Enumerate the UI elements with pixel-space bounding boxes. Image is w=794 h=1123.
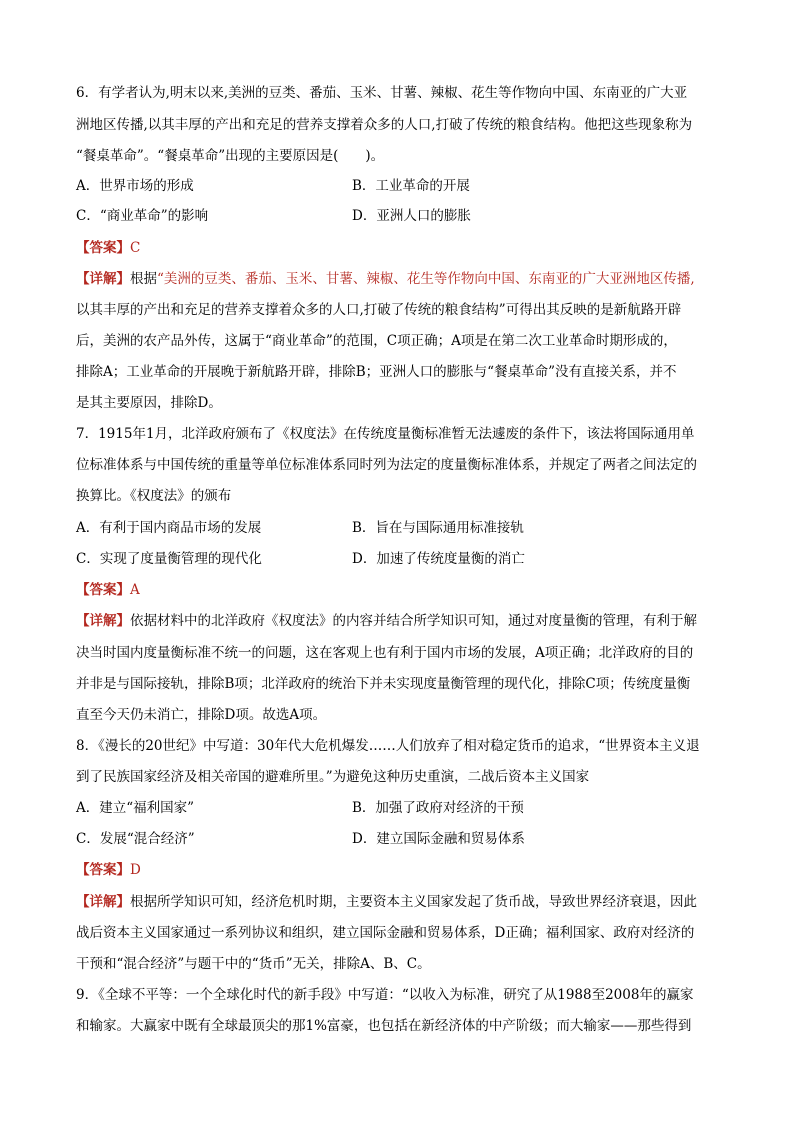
q6-stem-line-1: 6．有学者认为,明末以来,美洲的豆类、番茄、玉米、甘薯、辣椒、花生等作物向中国、东南亚的广大亚 — [76, 85, 688, 101]
q8-option-a: A．建立“福利国家” — [76, 800, 195, 816]
q6-detail-line-1 — [76, 269, 695, 289]
q8-option-d: D．建立国际金融和贸易体系 — [352, 831, 525, 847]
q6-option-b: B．工业革命的开展 — [352, 178, 470, 194]
q6-detail-line-2: 以其丰厚的产出和充足的营养支撑着众多的人口,打破了传统的粮食结构”可得出其反映的是新航路开辟 — [76, 302, 682, 318]
q6-detail-pre: 根据 — [130, 271, 157, 287]
q8-detail-line-2: 战后资本主义国家通过一系列协议和组织，建立国际金融和贸易体系，D正确；福利国家、政府对经济的 — [76, 925, 695, 941]
q7-detail-label: 【详解】 — [76, 613, 130, 629]
q7-detail-line-4: 直至今天仍未消亡，排除D项。故选A项。 — [76, 707, 327, 723]
q6-stem-line-2: 洲地区传播,以其丰厚的产出和充足的营养支撑着众多的人口,打破了传统的粮食结构。他把这些现象称为 — [76, 117, 693, 133]
q7-stem-line-1: 7．1915年1月，北洋政府颁布了《权度法》在传统度量衡标准暂无法遽废的条件下，该法将国际通用单 — [76, 426, 695, 442]
q8-detail-text-1: 根据所学知识可知，经济危机时期，主要资本主义国家发起了货币战，导致世界经济衰退，因此 — [130, 894, 697, 910]
q8-stem-line-2: 到了民族国家经济及相关帝国的避难所里。”为避免这种历史重演，二战后资本主义国家 — [76, 769, 590, 785]
q8-answer-label: 【答案】 — [76, 862, 130, 878]
q6-answer — [76, 238, 140, 258]
q7-detail-line-2: 决当时国内度量衡标准不统一的问题，这在客观上也有利于国内市场的发展，A项正确；北洋政府的目的 — [76, 645, 694, 661]
q7-detail-line-1 — [76, 611, 697, 631]
q6-option-d: D．亚洲人口的膨胀 — [352, 208, 471, 224]
q7-answer-value: A — [130, 582, 140, 598]
q6-stem-line-3: “餐桌革命”。“餐桌革命”出现的主要原因是( )。 — [76, 148, 385, 164]
q8-detail-line-1 — [76, 892, 697, 912]
q7-stem-line-3: 换算比。《权度法》的颁布 — [76, 488, 232, 504]
q8-detail-label: 【详解】 — [76, 894, 130, 910]
q7-answer — [76, 580, 140, 600]
q6-option-a: A．世界市场的形成 — [76, 178, 194, 194]
q6-answer-label: 【答案】 — [76, 240, 130, 256]
q6-detail-line-3: 后，美洲的农产品外传，这属于“商业革命”的范围，C项正确；A项是在第二次工业革命时期形成的， — [76, 333, 677, 349]
q7-option-d: D．加速了传统度量衡的消亡 — [352, 551, 525, 567]
q8-answer — [76, 860, 141, 880]
q7-detail-text-1: 依据材料中的北洋政府《权度法》的内容并结合所学知识可知，通过对度量衡的管理，有利于解 — [130, 613, 697, 629]
q8-detail-line-3: 干预和“混合经济”与题干中的“货币”无关，排除A、B、C。 — [76, 956, 431, 972]
q6-option-c: C．“商业革命”的影响 — [76, 208, 209, 224]
q7-answer-label: 【答案】 — [76, 582, 130, 598]
q7-detail-line-3: 并非是与国际接轨，排除B项；北洋政府的统治下并未实现度量衡管理的现代化，排除C项；传统度量衡 — [76, 676, 691, 692]
q9-stem-line-1: 9．《全球不平等：一个全球化时代的新手段》中写道：“以收入为标准，研究了从1988至2008年的赢家 — [76, 987, 694, 1003]
q7-option-c: C．实现了度量衡管理的现代化 — [76, 551, 262, 567]
q6-answer-value: C — [130, 240, 141, 256]
q8-answer-value: D — [130, 862, 141, 878]
q8-stem-line-1: 8．《漫长的20世纪》中写道：30年代大危机爆发……人们放弃了相对稳定货币的追求，“世界资本主义退 — [76, 738, 700, 754]
q7-option-a: A．有利于国内商品市场的发展 — [76, 520, 262, 536]
q7-stem-line-2: 位标准体系与中国传统的重量等单位标准体系同时列为法定的度量衡标准体系，并规定了两者之间法定的 — [76, 457, 697, 473]
q9-stem-line-2: 和输家。大赢家中既有全球最顶尖的那1%富豪，也包括在新经济体的中产阶级；而大输家——那些得到 — [76, 1018, 692, 1034]
q6-detail-line-5: 是其主要原因，排除D。 — [76, 395, 222, 411]
q6-detail-label: 【详解】 — [76, 271, 130, 287]
q6-detail-line-4: 排除A；工业革命的开展晚于新航路开辟，排除B；亚洲人口的膨胀与“餐桌革命”没有直接关系，并不 — [76, 364, 677, 380]
q6-detail-quote: “美洲的豆类、番茄、玉米、甘薯、辣椒、花生等作物向中国、东南亚的广大亚洲地区传播, — [157, 271, 695, 287]
q8-option-b: B．加强了政府对经济的干预 — [352, 800, 524, 816]
q8-option-c: C．发展“混合经济” — [76, 831, 195, 847]
q7-option-b: B．旨在与国际通用标准接轨 — [352, 520, 524, 536]
